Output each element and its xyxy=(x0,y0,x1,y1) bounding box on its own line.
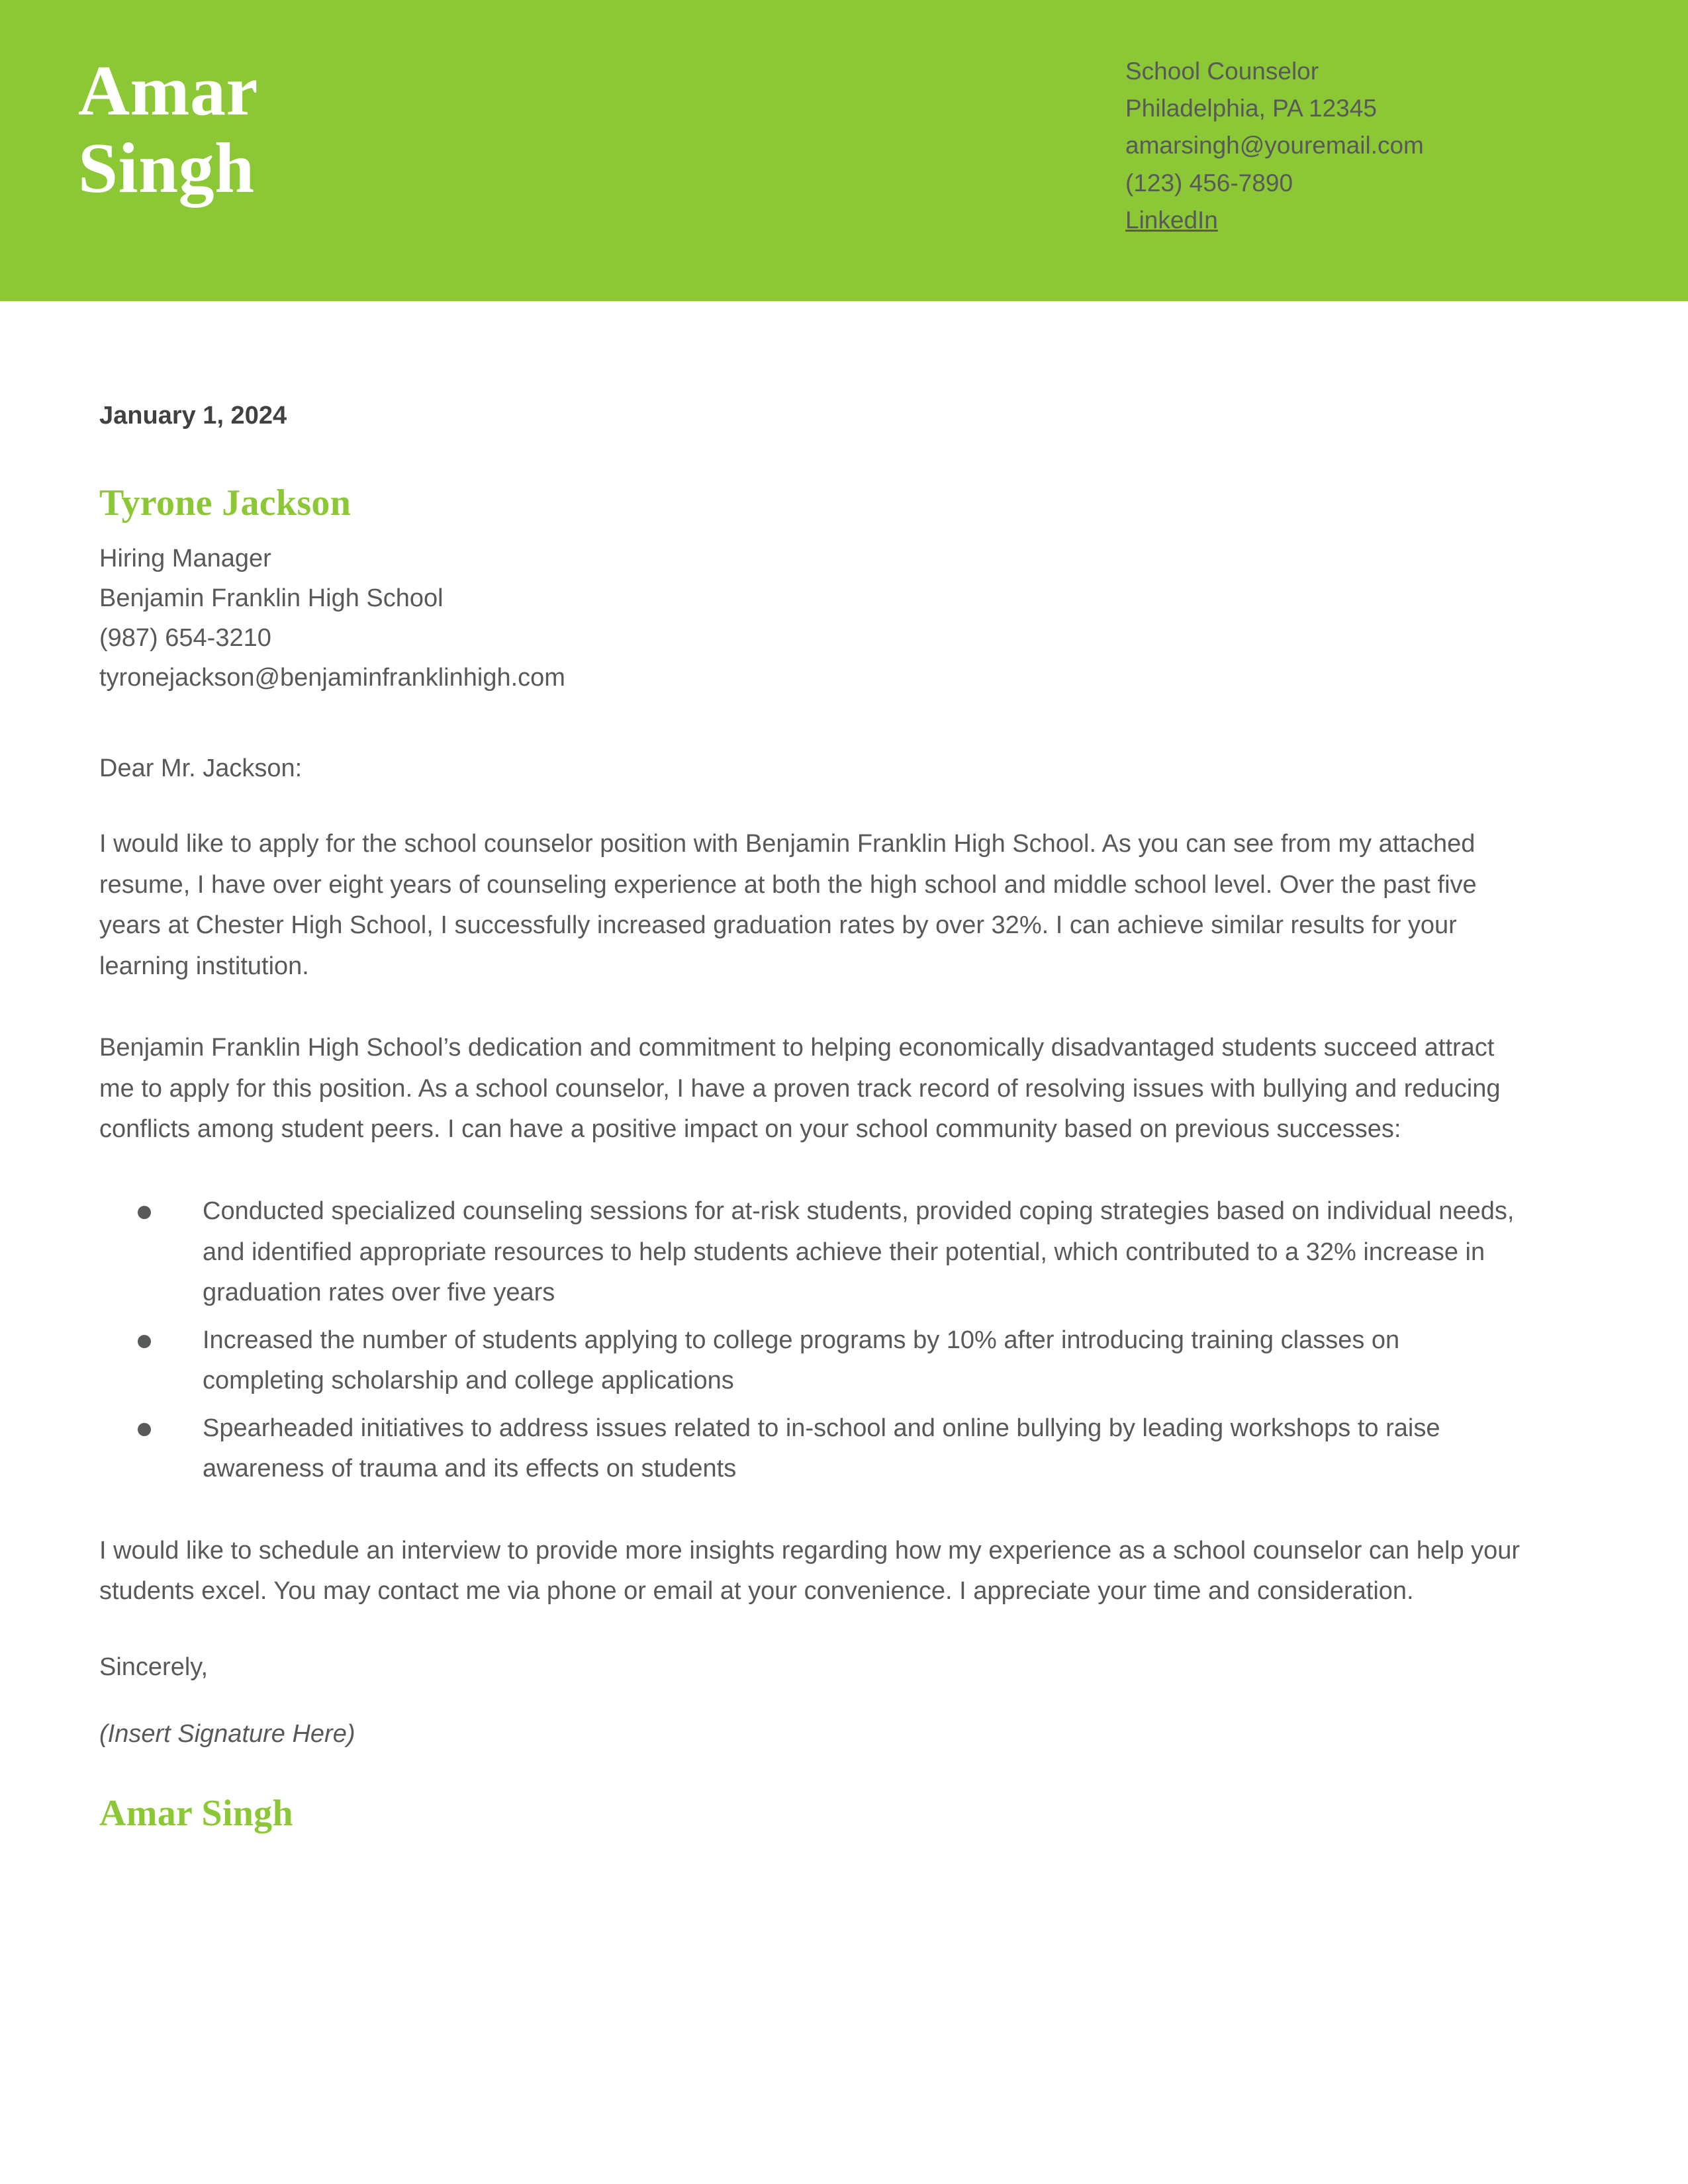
list-item-text: Increased the number of students applying to college programs by 10% after introducing training classes on completing scholarship and college applications xyxy=(203,1326,1400,1395)
list-item-text: Spearheaded initiatives to address issues related to in-school and online bullying by leading workshops to raise awareness of trauma and its effects on students xyxy=(203,1414,1440,1483)
letter-body xyxy=(0,402,1688,1835)
letter-date: January 1, 2024 xyxy=(99,402,287,430)
list-item xyxy=(138,1408,1526,1490)
header-band xyxy=(0,0,1688,301)
list-item-text: Conducted specialized counseling sessions for at-risk students, provided coping strategies based on individual needs, and identified appropriate resources to help students achieve their potential, which contributed to a 32% increase in graduation rates over five years xyxy=(203,1197,1515,1307)
applicant-location: Philadelphia, PA 12345 xyxy=(1125,95,1377,122)
list-item xyxy=(138,1320,1526,1402)
letter-salutation: Dear Mr. Jackson: xyxy=(99,754,303,783)
applicant-first-name: Amar xyxy=(78,52,258,130)
letter-closing: Sincerely, xyxy=(99,1653,209,1681)
applicant-job-title: School Counselor xyxy=(1125,58,1319,85)
applicant-last-name: Singh xyxy=(78,128,255,208)
applicant-email: amarsingh@youremail.com xyxy=(1125,132,1424,159)
letter-paragraph-1: I would like to apply for the school counselor position with Benjamin Franklin High School. As you can see from my attached resume, I have over eight years of counseling experience at both the high school and middle school level. Over the past five years at Chester High School, I successfully increased graduation rates by over 32%. I can achieve similar results for your learning institution. xyxy=(99,830,1477,980)
signature-name: Amar Singh xyxy=(99,1792,293,1834)
recipient-title: Hiring Manager xyxy=(99,545,271,572)
recipient-name: Tyrone Jackson xyxy=(99,482,352,523)
letter-paragraph-3: I would like to schedule an interview to provide more insights regarding how my experience as a school counselor can help your students excel. You may contact me via phone or email at your convenience. I appreciate your time and consideration. xyxy=(99,1536,1521,1606)
list-item xyxy=(138,1191,1526,1314)
achievements-list xyxy=(99,1191,1526,1490)
recipient-phone: (987) 654-3210 xyxy=(99,624,271,653)
recipient-details xyxy=(99,539,1526,698)
bullet-dot-icon xyxy=(138,1335,151,1348)
applicant-name-block xyxy=(78,38,258,207)
bullet-dot-icon xyxy=(138,1423,151,1436)
recipient-organization: Benjamin Franklin High School xyxy=(99,584,444,613)
recipient-email: tyronejackson@benjaminfranklinhigh.com xyxy=(99,664,565,692)
applicant-linkedin-link[interactable]: LinkedIn xyxy=(1125,206,1218,234)
applicant-phone: (123) 456-7890 xyxy=(1125,169,1293,197)
letter-paragraph-2: Benjamin Franklin High School’s dedication and commitment to helping economically disadvantaged students succeed attract me to apply for this position. As a school counselor, I have a proven track record of resolving issues with bullying and reducing conflicts among student peers. I can have a positive impact on your school community based on previous successes: xyxy=(99,1034,1501,1144)
bullet-dot-icon xyxy=(138,1206,151,1219)
applicant-contact-block xyxy=(1125,38,1589,239)
signature-placeholder: (Insert Signature Here) xyxy=(99,1719,355,1748)
